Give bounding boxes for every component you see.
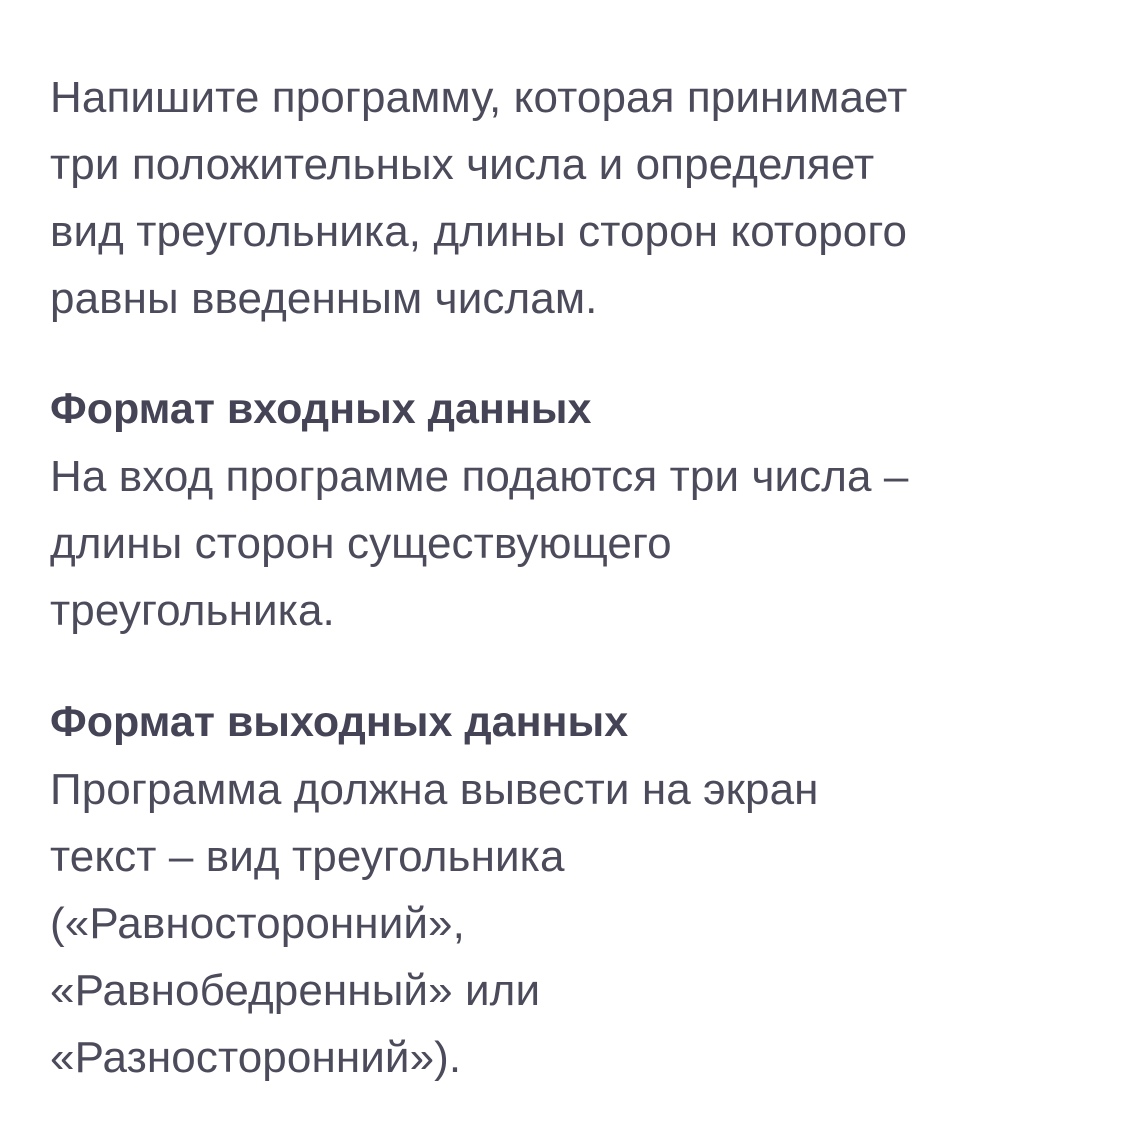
input-format-line: треугольника. (50, 586, 335, 635)
intro-line: равны введенным числам. (50, 274, 598, 323)
input-format-line: длины сторон существующего (50, 519, 672, 568)
output-format-line: Программа должна вывести на экран (50, 765, 819, 814)
clipped-title-fragment (50, 0, 63, 16)
intro-paragraph (50, 64, 907, 332)
input-format-paragraph (50, 443, 909, 644)
output-format-line: «Разносторонний»). (50, 1033, 462, 1082)
output-format-line: текст – вид треугольника (50, 832, 565, 881)
output-format-line: «Равнобедренный» или (50, 966, 541, 1015)
output-format-paragraph (50, 756, 819, 1091)
output-format-heading: Формат выходных данных (50, 698, 629, 746)
intro-line: Напишите программу, которая принимает (50, 73, 908, 122)
intro-line: вид треугольника, длины сторон которого (50, 207, 908, 256)
intro-line: три положительных числа и определяет (50, 140, 875, 189)
input-format-line: На вход программе подаются три числа – (50, 452, 909, 501)
input-format-heading: Формат входных данных (50, 385, 592, 433)
output-format-line: («Равносторонний», (50, 899, 465, 948)
